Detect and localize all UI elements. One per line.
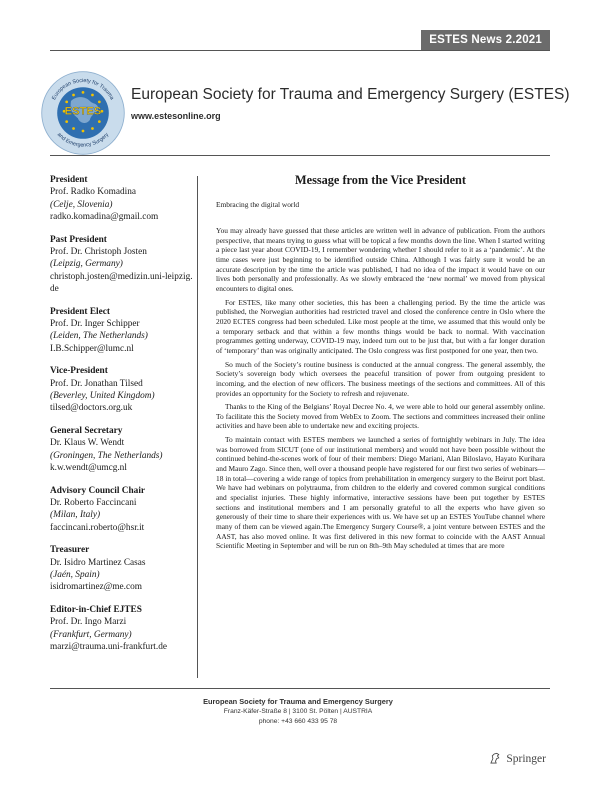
officer-name: Dr. Roberto Faccincani (50, 498, 137, 509)
officer-block (50, 174, 195, 223)
officer-role: Vice-President (50, 366, 108, 377)
officer-name: Prof. Dr. Inger Schipper (50, 318, 140, 329)
footer-divider (50, 688, 550, 689)
publisher-logo (489, 752, 546, 765)
officer-block (50, 365, 195, 414)
officer-block (50, 234, 195, 295)
article-title: Message from the Vice President (295, 173, 466, 187)
officer-role: Editor-in-Chief EJTES (50, 605, 142, 616)
organization-name: European Society for Trauma and Emergency Surgery (ESTES) (131, 86, 570, 103)
article-body (216, 226, 545, 551)
officer-role: Treasurer (50, 545, 90, 556)
officer-role: Past President (50, 234, 107, 245)
article (216, 173, 545, 555)
footer (0, 697, 596, 727)
officer-block (50, 604, 195, 653)
svg-text:and Emergency Surgery: and Emergency Surgery (55, 131, 111, 149)
officer-name: Prof. Dr. Jonathan Tilsed (50, 378, 143, 389)
officer-location: (Milan, Italy) (50, 510, 101, 521)
officer-block (50, 485, 195, 534)
footer-phone: phone: +43 660 433 95 78 (258, 718, 338, 725)
officer-location: (Leiden, The Netherlands) (50, 331, 148, 342)
officer-location: (Beverley, United Kingdom) (50, 390, 155, 401)
officer-email[interactable]: christoph.josten@medizin.uni-leipzig.de (50, 271, 193, 294)
svg-text:European Society for Trauma: European Society for Trauma (51, 78, 115, 102)
article-paragraph: So much of the Society’s routine business is conducted at the annual congress. The general assembly, the Society’s sovereign body which oversees the peaceful transition of power from outgoing president to incoming, and the election of new officers. The business meetings of the sections and committees. All of this provides an opportunity for the Society to refresh and rejuvenate. (216, 359, 545, 398)
officer-email[interactable]: k.w.wendt@umcg.nl (50, 462, 127, 473)
officer-email[interactable]: I.B.Schipper@lumc.nl (50, 343, 134, 354)
officer-location: (Groningen, The Netherlands) (50, 450, 163, 461)
officer-role: President Elect (50, 306, 110, 317)
officer-location: (Jaén, Spain) (50, 570, 100, 581)
footer-address: Franz-Käfer-Straße 8 | 3100 St. Pölten | AUSTRIA (223, 708, 373, 715)
officer-name: Prof. Radko Komadina (50, 187, 136, 198)
article-paragraph: You may already have guessed that these articles are written well in advance of publication. From the authors perspective, that means trying to guess what will be topical a few months down the line. When I started writing a piece last year about COVID-19, I remember wondering whether I should refer to it as a ‘pandemic’. At the time cases were just beginning to be identified outside China. Although I was fairly sure it would be an accurate description by the time the article was published, I had no idea of the impact it would have on our lives both personally and professionally. As we slowly embraced the ‘new normal’ we moved from physical encounters to digital ones. (216, 226, 545, 293)
officer-name: Dr. Isidro Martinez Casas (50, 557, 146, 568)
officer-location: (Leipzig, Germany) (50, 259, 123, 270)
svg-text:ESTES: ESTES (64, 105, 102, 118)
officer-email[interactable]: marzi@trauma.uni-frankfurt.de (50, 642, 167, 652)
article-paragraph: For ESTES, like many other societies, this has been a challenging period. By the time the article was published, the Norwegian authorities had restricted travel and closed the conference centre in Oslo where the 2020 ECTES congress had been scheduled. Like most people at the time, we assumed that this would only be a temporary setback and that within a few months things would be back to normal. With vaccination programmes getting underway, COVID-19 may, indeed turn out to be just that, but with a far longer duration of ‘temporary’ than was originally anticipated. The Oslo congress was first postponed for one year, then two. (216, 297, 545, 355)
officer-location: (Celje, Slovenia) (50, 199, 113, 210)
estes-logo (40, 70, 126, 156)
article-paragraph: Thanks to the King of the Belgians’ Royal Decree No. 4, we were able to hold our general assembly online. To facilitate this the Society moved from WebEx to Zoom. The sections and committees increased their online activities and have been able to undertake new and exciting projects. (216, 402, 545, 431)
header-divider (50, 155, 550, 156)
column-divider (197, 176, 198, 678)
officer-role: President (50, 175, 88, 185)
officer-name: Dr. Klaus W. Wendt (50, 438, 125, 449)
officer-block (50, 425, 195, 474)
top-divider (50, 50, 550, 51)
article-paragraph: To maintain contact with ESTES members we launched a series of fortnightly webinars in July. The idea was borrowed from SICUT (one of our institutional members) and would not have been possible without the continued behind-the-scenes work of four of their members: Diego Mariani, Alan Biloslavo, Hayato Kurihara and Mauro Zago. Since then, well over a thousand people have registered for our first two series of webinars—18 in total—covering a wide range of topics from prehabilitation in emergency surgery to the Beirut port blast. We have had webinars on polytrauma, from children to the elderly and covered common surgical conditions and specialist injuries. These highly informative, interactive sessions have been put together by ESTES sections and institutional members and I am personally grateful to all the experts who have given so generously of their time to share their experiences with us. We have set up an ESTES YouTube channel where many of them can be viewed again.The Emergency Surgery Course®, a joint venture between ESTES and the AAST, has also moved online. It was first delivered in this new format to coincide with the AAST Annual Scientific Meeting in September and will be run on 8th–9th May scheduled at times that are more (216, 435, 545, 551)
officer-role: Advisory Council Chair (50, 485, 146, 496)
officer-block (50, 544, 195, 593)
organization-url[interactable]: www.estesonline.org (131, 111, 221, 121)
article-subtitle: Embracing the digital world (216, 200, 300, 209)
officer-email[interactable]: radko.komadina@gmail.com (50, 211, 159, 222)
officer-email[interactable]: tilsed@doctors.org.uk (50, 403, 133, 414)
publisher-name: Springer (506, 752, 546, 765)
footer-org-name: European Society for Trauma and Emergency Surgery (203, 697, 393, 706)
issue-badge: ESTES News 2.2021 (421, 30, 550, 50)
officer-location: (Frankfurt, Germany) (50, 629, 132, 640)
officer-name: Prof. Dr. Christoph Josten (50, 246, 147, 257)
officers-sidebar (50, 174, 195, 664)
officer-email[interactable]: isidromartinez@me.com (50, 582, 142, 593)
officer-email[interactable]: faccincani.roberto@hsr.it (50, 522, 145, 533)
officer-name: Prof. Dr. Ingo Marzi (50, 617, 127, 628)
officer-block (50, 306, 195, 355)
officer-role: General Secretary (50, 426, 123, 437)
springer-horse-icon (489, 752, 502, 765)
